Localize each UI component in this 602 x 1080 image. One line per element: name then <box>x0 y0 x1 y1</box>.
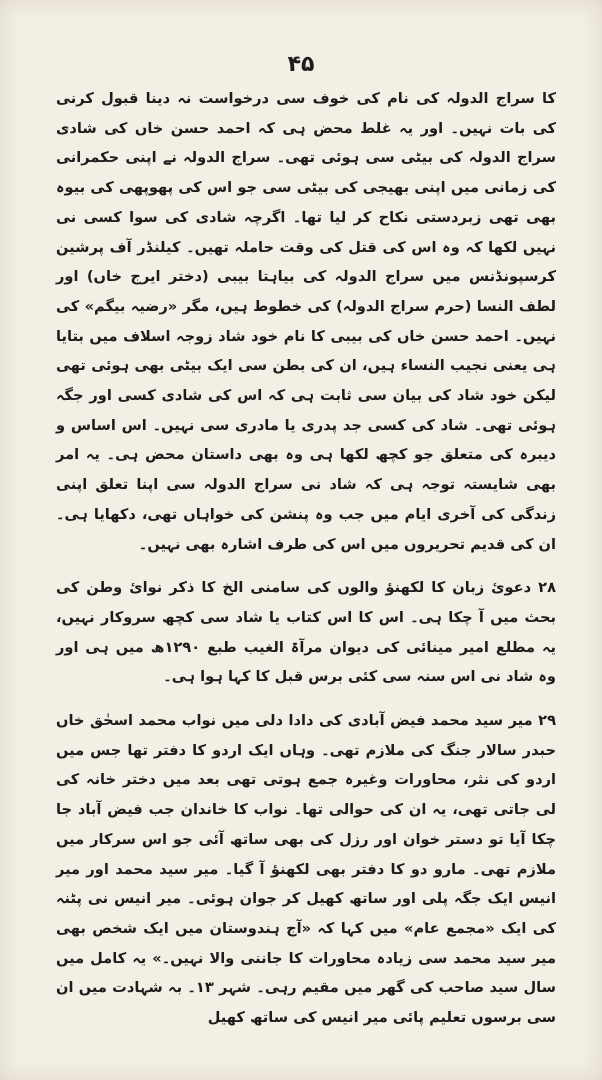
footnote-number: ۲۹ <box>538 712 556 730</box>
footnote-29 <box>56 706 556 1033</box>
footnote-number: ۲۸ <box>538 579 556 597</box>
footnote-text: میر سید محمد فیض آبادی کی دادا دلی میں نواب محمد اسحٰق خاں حبدر سالار جنگ کی ملازم تھی۔ وہاں ایک اردو کا دفتر تھا جس میں اردو کی نثر، محاورات وغیرہ جمع ہوتی تھی بعد میں دختر خانہ کی لی جاتی تھی، یہ ان کی حوالی تھا۔ نواب کا خاندان جب فیض آباد جا چکا آیا تو دستر خوان اور رزل کی بھی ساتھ آئی جو اس سرکار میں ملازم تھی۔ مارو دو کا دفتر بھی لکھنؤ آ گیا۔ میر سید محمد اور میر انیس ایک جگہ پلی اور ساتھ کھیل کر جوان ہوئی۔ میر انیس نی پٹنہ کی ایک «مجمع عام» میں کہا کہ «آج ہندوستان میں ایک شخص بھی میر سید محمد سی زیادہ محاورات کا جاننی والا نہیں۔» یہ کامل میں سال سید صاحب کی گھر میں مقیم رہی۔ شہر ۱۳۔ بہ شہادت میں ان سی برسوں تعلیم پائی میر انیس کی ساتھ کھیل <box>56 712 556 1027</box>
footnote-text: دعوئ زبان کا لکھنؤ والوں کی سامنی الخ کا ذکر نوائ وطن کی بحث میں آ چکا ہی۔ اس کا اس کتاب یا شاد سی کچھ سروکار نہیں، یہ مطلع امیر مینائی کی دیوان مرآۃ الغیب طبع ۱۲۹۰ھ میں ہی اور وہ شاد نی اس سنہ سی کئی برس قبل کا کہا ہوا ہی۔ <box>56 579 557 686</box>
body-text <box>56 84 556 1033</box>
paragraph-1: کا سراج الدولہ کی نام کی خوف سی درخواست نہ دینا قبول کرنی کی بات نہیں۔ اور یہ غلط محض ہی کہ احمد حسن خاں کی شادی سراج الدولہ کی بیٹی سی ہوئی تھی۔ سراج الدولہ نے اپنی حکمرانی کی زمانی میں اپنی بھیجی کی بیٹی سی جو اس کی پھوپھی کی بیوہ بھی تھی زبردستی نکاح کر لیا تھا۔ اگرچہ شادی کی سوا کسی نی نہیں لکھا کہ وہ اس کی قتل کی وقت حاملہ تھیں۔ کیلنڈر آف پرشین کرسپونڈنس میں سراج الدولہ کی بیاہتا بیبی (دختر ایرج خاں) اور لطف النسا (حرم سراج الدولہ) کی خطوط ہیں، مگر «رضیہ بیگم» کی نہیں۔ احمد حسن خاں کی بیبی کا نام خود شاد زوجہ اسلاف میں بتایا ہی یعنی نجیب النساء ہیں، ان کی بطن سی ایک بیٹی بھی ہوئی تھی لیکن خود شاد کی بیان سی ثابت ہی کہ اس کی شادی کسی اور جگہ ہوئی تھی۔ شاد کی کسی جد پدری یا مادری سی نہیں۔ اس اساس و دیبرہ کی متعلق جو کچھ لکھا ہی وہ بھی داستان محض ہی۔ یہ امر بھی شایستہ توجہ ہی کہ شاد نی سراج الدولہ سی اپنا تعلق اپنی زندگی کی آخری ایام میں جب وہ پنشن کی خواہاں تھی، دکھایا ہی۔ ان کی قدیم تحریروں میں اس کی طرف اشارہ بھی نہیں۔ <box>56 90 556 553</box>
footnote-28 <box>56 573 556 692</box>
page-number: ۴۵ <box>287 52 315 77</box>
